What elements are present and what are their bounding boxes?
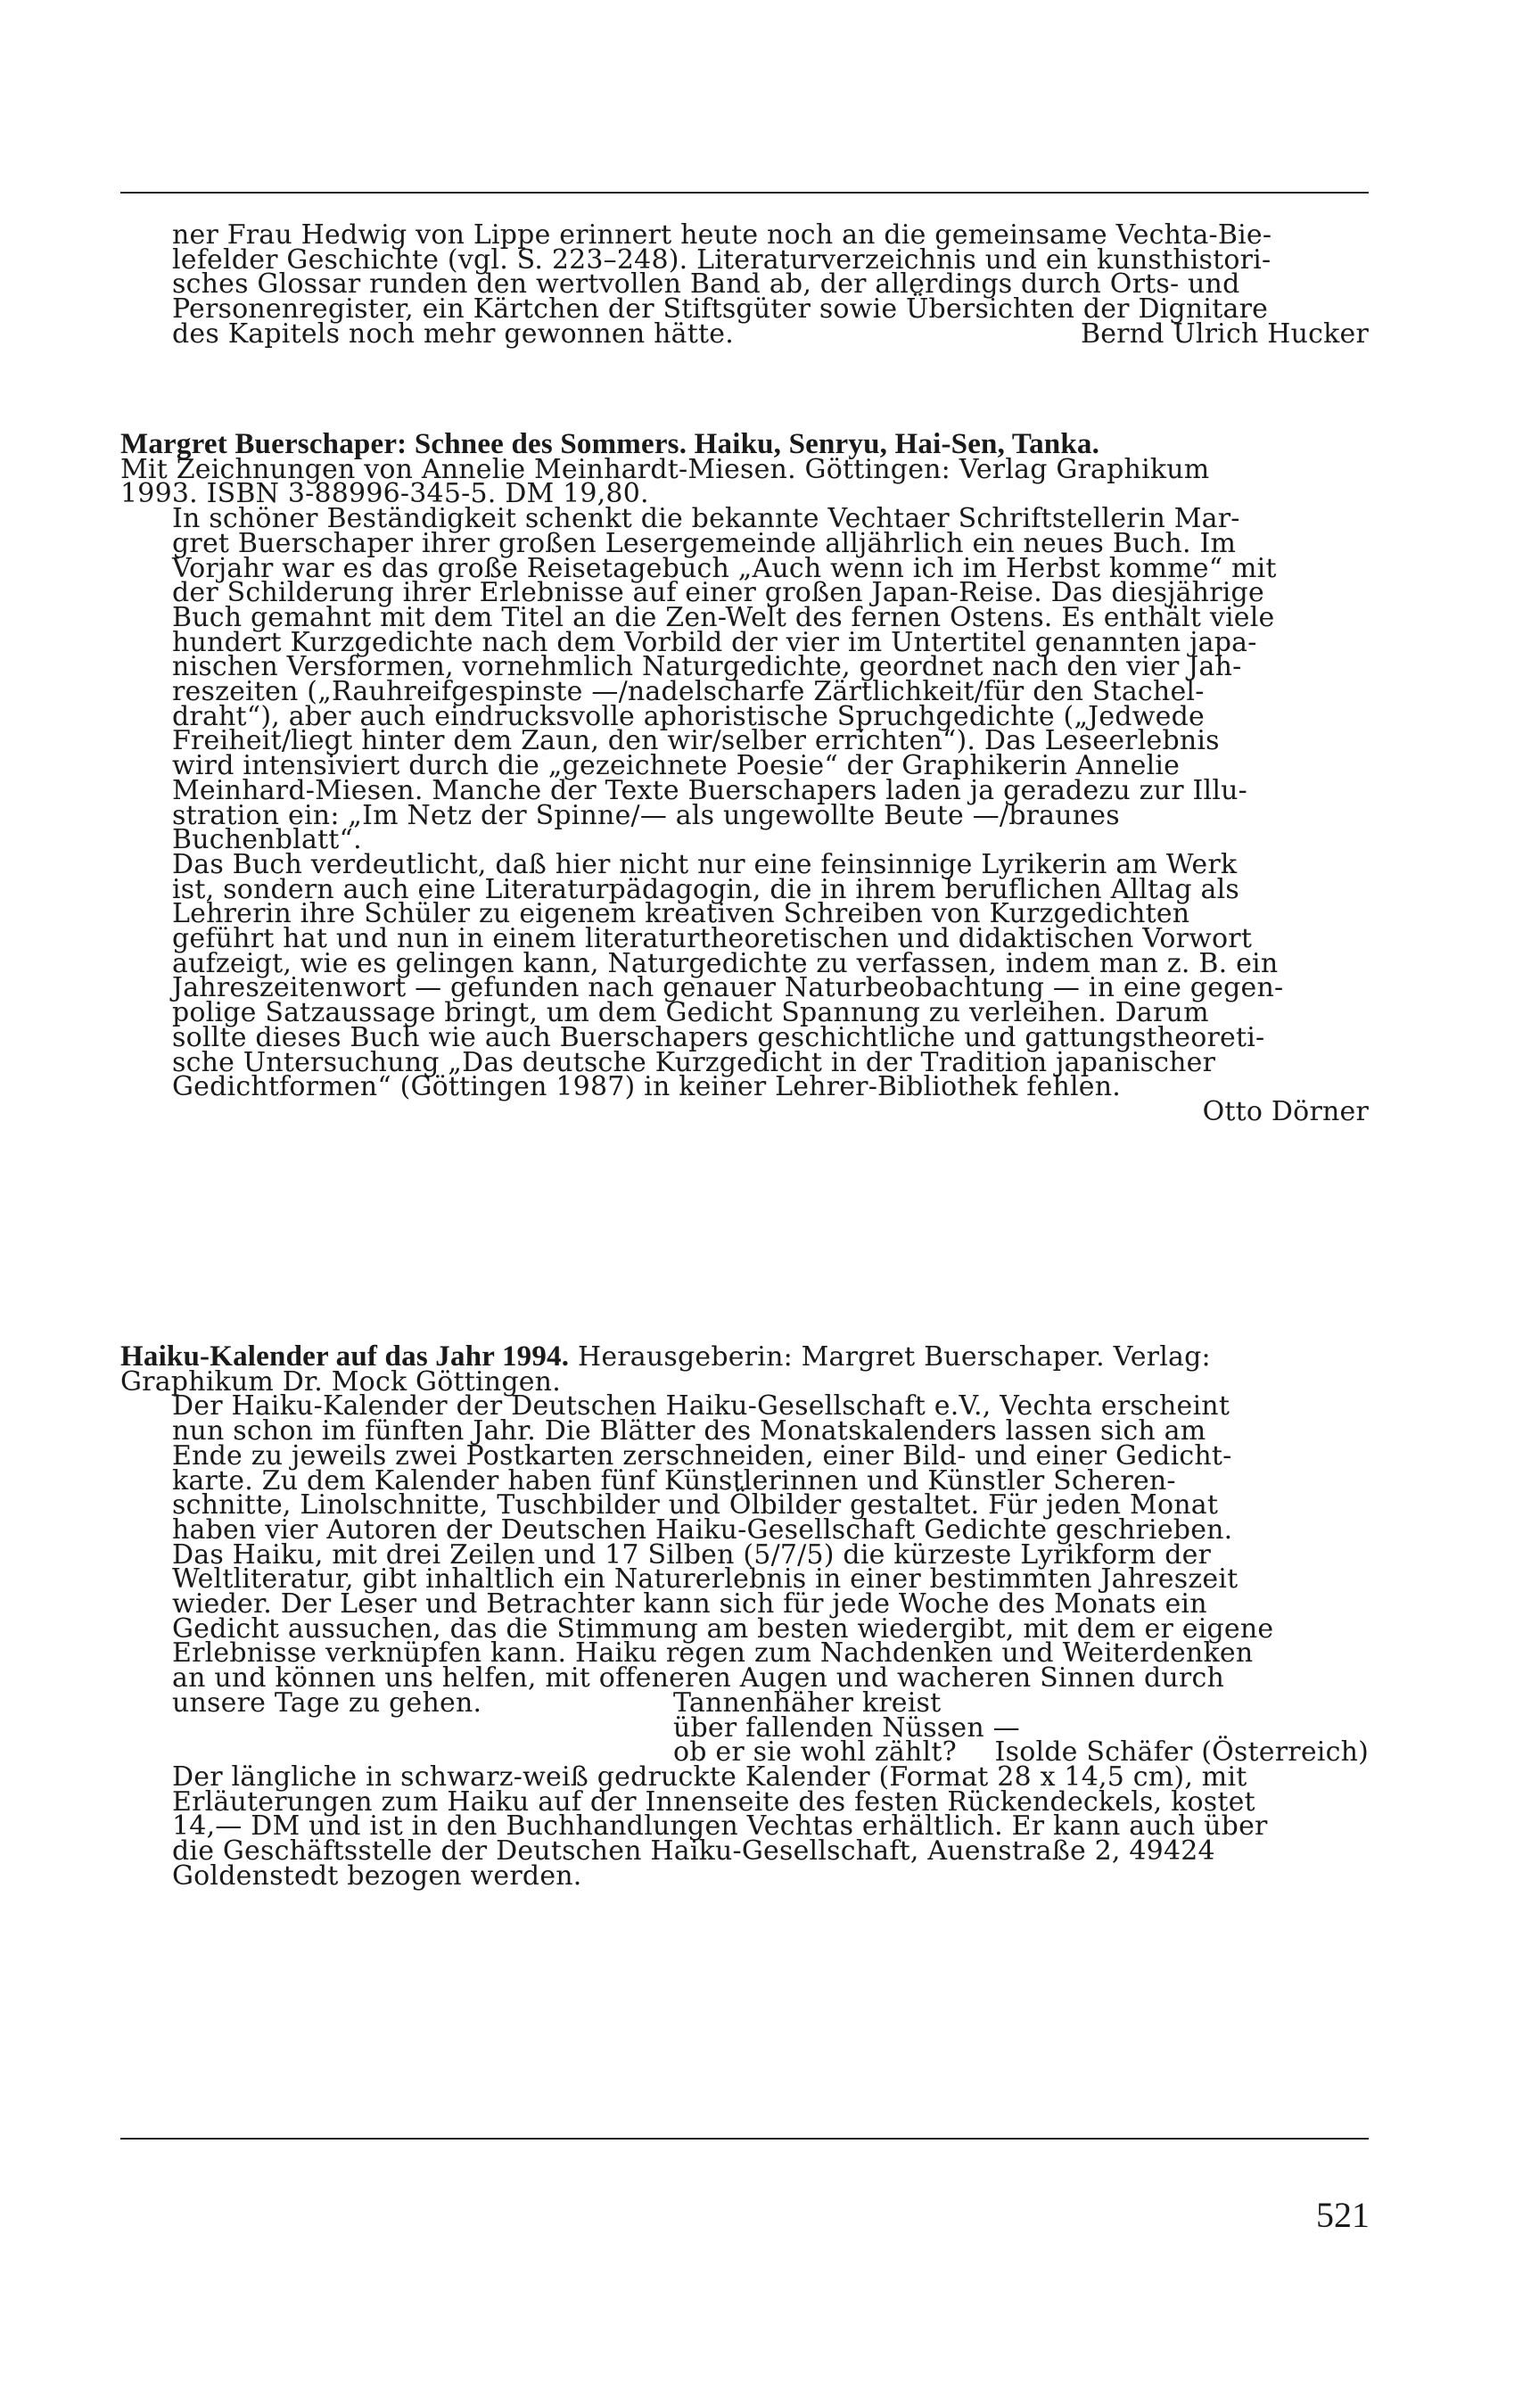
text-line: wieder. Der Leser und Betrachter kann sich für jede Woche des Monats ein: [172, 1588, 1207, 1620]
text-line: Gedicht aussuchen, das die Stimmung am besten wiedergibt, mit dem er eigene: [172, 1612, 1274, 1645]
intro-last-line-text: des Kapitels noch mehr gewonnen hätte.: [172, 317, 734, 350]
text-line: Vorjahr war es das große Reisetagebuch „Auch wenn ich im Herbst komme“ mit: [172, 552, 1277, 584]
intro-line: lefelder Geschichte (vgl. S. 223–248). Literaturverzeichnis und ein kunsthistori-: [172, 243, 1272, 276]
text-line: Buch gemahnt mit dem Titel an die Zen-Welt des fernen Ostens. Es enthält viele: [172, 601, 1275, 633]
text-line: Ende zu jeweils zwei Postkarten zerschneiden, einer Bild- und einer Gedicht-: [172, 1439, 1232, 1472]
text-line: Lehrerin ihre Schüler zu eigenem kreativen Schreiben von Kurzgedichten: [172, 898, 1190, 930]
bib-line: Graphikum Dr. Mock Göttingen.: [120, 1365, 561, 1398]
text-line: hundert Kurzgedichte nach dem Vorbild der vier im Untertitel genannten japa-: [172, 626, 1257, 658]
bib-line: 1993. ISBN 3-88996-345-5. DM 19,80.: [120, 478, 649, 510]
text-line: Der Haiku-Kalender der Deutschen Haiku-Gesellschaft e.V., Vechta erscheint: [172, 1390, 1230, 1423]
review-paragraph-2: [120, 848, 1369, 1103]
text-line-end: unsere Tage zu gehen.: [172, 1686, 482, 1719]
text-line: gret Buerschaper ihrer großen Lesergemeinde alljährlich ein neues Buch. Im: [172, 527, 1237, 559]
text-line: Meinhard-Miesen. Manche der Texte Buerschapers laden ja geradezu zur Illu-: [172, 774, 1247, 806]
text-line: nun schon im fünften Jahr. Die Blätter des Monatskalenders lassen sich am: [172, 1415, 1206, 1447]
text-line: karte. Zu dem Kalender haben fünf Künstlerinnen und Künstler Scheren-: [172, 1464, 1176, 1497]
text-line-with-poem: [120, 1686, 1369, 1719]
text-line: an und können uns helfen, mit offeneren Augen und wacheren Sinnen durch: [172, 1662, 1224, 1695]
intro-line: Personenregister, ein Kärtchen der Stiftsgüter sowie Übersichten der Dignitare: [172, 293, 1269, 326]
text-line: geführt hat und nun in einem literaturtheoretischen und didaktischen Vorwort: [172, 923, 1253, 955]
poem-line-2: über fallenden Nüssen —: [673, 1711, 1020, 1744]
text-line: Freiheit/liegt hinter dem Zaun, den wir/selber errichten“). Das Leseerlebnis: [172, 725, 1220, 757]
text-line: die Geschäftsstelle der Deutschen Haiku-Gesellschaft, Auenstraße 2, 49424: [172, 1835, 1215, 1868]
text-line: wird intensiviert durch die „gezeichnete Poesie“ der Graphikerin Annelie: [172, 750, 1181, 782]
page-number: 521: [1316, 2195, 1370, 2235]
text-line: 14,— DM und ist in den Buchhandlungen Vechtas erhältlich. Er kann auch über: [172, 1810, 1268, 1843]
text-line: Der längliche in schwarz-weiß gedruckte Kalender (Format 28 x 14,5 cm), mit: [172, 1761, 1247, 1793]
text-line: Buchenblatt“.: [172, 824, 362, 856]
text-line: der Schilderung ihrer Erlebnisse auf einer großen Japan-Reise. Das diesjährige: [172, 577, 1264, 609]
intro-line: sches Glossar runden den wertvollen Band ab, der allerdings durch Orts- und: [172, 268, 1240, 301]
text-line: sollte dieses Buch wie auch Buerschapers geschichtliche und gattungstheoreti-: [172, 1021, 1265, 1053]
text-line: nischen Versformen, vornehmlich Naturgedichte, geordnet nach den vier Jah-: [172, 651, 1242, 683]
text-line: Goldenstedt bezogen werden.: [172, 1860, 582, 1892]
text-line: ist, sondern auch eine Literaturpädagogin, die in ihrem beruflichen Alltag als: [172, 873, 1239, 905]
review-paragraph-1: [120, 503, 1369, 856]
review-buerschaper: [120, 428, 1369, 1127]
text-line: sche Untersuchung „Das deutsche Kurzgedicht in der Tradition japanischer: [172, 1046, 1216, 1078]
review-title: Margret Buerschaper: Schnee des Sommers. Haiku, Senryu, Hai-Sen, Tanka.: [120, 428, 1100, 460]
haiku-poem: [120, 1711, 1369, 1769]
reviewer-hucker: Bernd Ulrich Hucker: [1080, 317, 1369, 350]
text-line: Erlebnisse verknüpfen kann. Haiku regen zum Nachdenken und Weiterdenken: [172, 1637, 1254, 1670]
bib-first-line-rest: Herausgeberin: Margret Buerschaper. Verlag:: [569, 1341, 1211, 1373]
text-line: polige Satzaussage bringt, um dem Gedicht Spannung zu verleihen. Darum: [172, 997, 1209, 1029]
bottom-rule: [120, 2138, 1369, 2140]
review-title: Haiku-Kalender auf das Jahr 1994.: [120, 1340, 570, 1373]
text-line: Jahreszeitenwort — gefunden nach genauer Naturbeobachtung — in eine gegen-: [172, 972, 1284, 1004]
review-haiku-kalender: [120, 1340, 1369, 1892]
poem-line-3: ob er sie wohl zählt?: [673, 1736, 957, 1769]
text-line: haben vier Autoren der Deutschen Haiku-Gesellschaft Gedichte geschrieben.: [172, 1513, 1233, 1546]
poem-author: Isolde Schäfer (Österreich): [994, 1736, 1369, 1769]
text-line: Das Buch verdeutlicht, daß hier nicht nur eine feinsinnige Lyrikerin am Werk: [172, 848, 1238, 880]
text-line: Gedichtformen“ (Göttingen 1987) in keiner Lehrer-Bibliothek fehlen.: [172, 1071, 1121, 1103]
text-line: stration ein: „Im Netz der Spinne/— als ungewollte Beute —/braunes: [172, 799, 1120, 831]
top-rule: [120, 192, 1369, 194]
text-line: Erläuterungen zum Haiku auf der Innenseite des festen Rückendeckels, kostet: [172, 1785, 1255, 1818]
intro-block: [120, 219, 1369, 350]
text-line: Weltliteratur, gibt inhaltlich ein Naturerlebnis in einer bestimmten Jahreszeit: [172, 1563, 1239, 1596]
text-line: In schöner Beständigkeit schenkt die bekannte Vechtaer Schriftstellerin Mar-: [172, 503, 1240, 535]
text-line: schnitte, Linolschnitte, Tuschbilder und Ölbilder gestaltet. Für jeden Monat: [172, 1489, 1219, 1521]
reviewer-doerner: Otto Dörner: [1202, 1095, 1369, 1127]
intro-line: ner Frau Hedwig von Lippe erinnert heute noch an die gemeinsame Vechta-Bie-: [172, 219, 1272, 251]
text-line: reszeiten („Rauhreifgespinste —/nadelscharfe Zärtlichkeit/für den Stachel-: [172, 676, 1205, 708]
review-paragraph-2: [120, 1761, 1369, 1892]
text-line: draht“), aber auch eindrucksvolle aphoristische Spruchgedichte („Jedwede: [172, 700, 1205, 732]
poem-line-1: Tannenhäher kreist: [673, 1686, 942, 1719]
text-line: aufzeigt, wie es gelingen kann, Naturgedichte zu verfassen, indem man z. B. ein: [172, 947, 1279, 979]
bib-line: Mit Zeichnungen von Annelie Meinhardt-Miesen. Göttingen: Verlag Graphikum: [120, 453, 1210, 485]
text-line: Das Haiku, mit drei Zeilen und 17 Silben (5/7/5) die kürzeste Lyrikform der: [172, 1538, 1212, 1571]
intro-last-line: [120, 317, 1369, 350]
review-paragraph-1: [120, 1390, 1369, 1719]
